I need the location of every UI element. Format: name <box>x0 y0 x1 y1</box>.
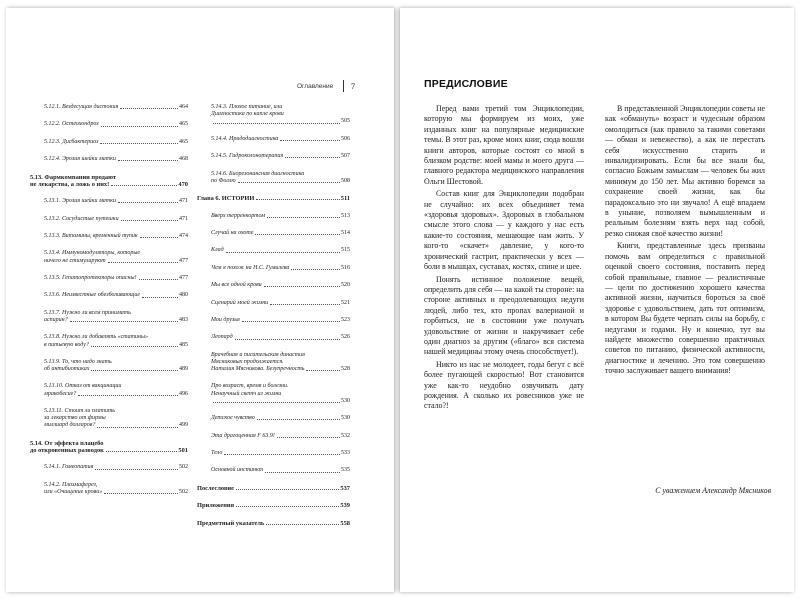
toc-page-number: 477 <box>179 274 188 281</box>
toc-page-number: 532 <box>341 432 350 439</box>
toc-leader-dots <box>255 234 340 235</box>
toc-entry-title: 5.12.2. Остеохондроз <box>44 121 99 128</box>
toc-leader-dots <box>120 108 178 109</box>
toc-entry <box>197 171 350 185</box>
toc-entry-line: 5.14.6. Биорезонансная диагностика <box>211 170 305 177</box>
toc-entry <box>30 292 188 299</box>
toc-entry-line: за лекарство от фирмы <box>44 415 106 422</box>
toc-entry <box>30 233 188 240</box>
toc-leader-dots <box>242 321 340 322</box>
page-number: 7 <box>351 82 355 91</box>
preface-paragraph: Состав книг для Энциклопедии подобран не случайно: их всех объединяет тема «здоровья здоровых». Здоровых в глобальном смысле этого слова — у каждого у нас есть какие-то состояния, мешающие нам жить. У кого-то «скачет» давление, у кого-то хронический гастрит, практически у всех — боли в мышцах, суставах, костях, спине и шее. <box>424 189 584 272</box>
toc-leader-dots <box>256 199 339 200</box>
toc-entry <box>30 174 188 188</box>
toc-entry-line: 5.13. Фармкомпании продают <box>30 173 117 181</box>
toc-entry-line: Врачебная и писательская династия <box>211 351 305 358</box>
toc-entry-title: Эта драгоценная F 63.9! <box>211 432 275 439</box>
toc-entry-title: 5.12.4. Эрозия шейки матки <box>44 156 116 163</box>
toc-page-number: 507 <box>341 153 350 160</box>
toc-entry-title: Глава 6. ИСТОРИИ <box>197 195 255 203</box>
toc-entry <box>197 300 350 307</box>
toc-page-number: 521 <box>341 299 350 306</box>
toc-entry <box>197 520 350 527</box>
toc-leader-dots <box>106 451 178 452</box>
toc-leader-dots <box>280 140 340 141</box>
toc-entry-title: ничего не стимулируют <box>44 257 106 264</box>
toc-entry <box>197 334 350 341</box>
toc-entry-title: мракобесие? <box>44 390 77 397</box>
toc-entry-title: 5.13.6. Неизвестные обезболивающие <box>44 292 140 299</box>
toc-entry <box>30 275 188 282</box>
toc-leader-dots <box>91 370 178 371</box>
toc-page-number: 501 <box>178 447 188 455</box>
toc-entry-line: Про возраст, время и болезни. <box>211 383 289 390</box>
toc-entry-title: Наталия Мясникова. Безупречность <box>211 366 305 373</box>
toc-page-number: 480 <box>179 292 188 299</box>
toc-entry <box>30 383 188 397</box>
toc-page-number: 465 <box>179 121 188 128</box>
toc-entry <box>197 265 350 272</box>
toc-page-number: 520 <box>341 282 350 289</box>
toc-entry <box>197 502 350 509</box>
toc-page-number: 470 <box>178 180 188 188</box>
preface-column-right <box>605 104 765 377</box>
toc-entry <box>30 464 188 471</box>
toc-entry <box>197 247 350 254</box>
toc-leader-dots <box>235 339 340 340</box>
toc-entry-title: Мы все одной крови <box>211 282 262 289</box>
toc-leader-dots <box>224 454 340 455</box>
toc-entry-title: 5.13.2. Сосудистые путешки <box>44 215 119 222</box>
toc-page-number: 508 <box>341 177 350 184</box>
toc-page-number: 485 <box>179 341 188 348</box>
toc-entry <box>197 383 350 405</box>
toc-entry <box>30 121 188 128</box>
toc-entry <box>197 415 350 422</box>
toc-leader-dots <box>111 185 177 186</box>
preface-paragraph: Никто из нас не молодеет, годы бегут с всё более пугающей скоростью! Вот становится уже как-то неудобно озвучивать дату рождения. А сколько их ровесников уже не стало?! <box>424 359 584 411</box>
toc-leader-dots <box>100 143 178 144</box>
toc-page-number: 471 <box>179 198 188 205</box>
toc-page-number: 506 <box>341 135 350 142</box>
toc-page-number: 530 <box>341 415 350 422</box>
toc-entry-title: об антибиотиках <box>44 366 90 373</box>
toc-entry-title: Послесловие <box>197 484 234 492</box>
toc-page-number: 533 <box>341 450 350 457</box>
toc-entry <box>197 104 350 126</box>
preface-column-left <box>424 104 584 412</box>
toc-entry <box>30 216 188 223</box>
toc-page-number: 471 <box>179 215 188 222</box>
toc-leader-dots <box>266 524 339 525</box>
toc-entry-title: 5.13.1. Эрозия шейки матки <box>44 198 116 205</box>
toc-column-left <box>30 104 188 506</box>
toc-leader-dots <box>95 469 178 470</box>
toc-entry-title: по Фоллю <box>211 177 236 184</box>
toc-leader-dots <box>226 252 340 253</box>
toc-entry-title: Основной инстинкт <box>211 467 264 474</box>
toc-entry-line: Мясниковых продолжается. <box>211 358 284 365</box>
toc-page-number: 526 <box>341 334 350 341</box>
toc-page-number: 514 <box>341 229 350 236</box>
toc-leader-dots <box>213 123 340 124</box>
running-head: Оглавление <box>297 83 334 90</box>
toc-entry-title: Случай на охоте <box>211 229 254 236</box>
toc-page-number: 558 <box>340 519 350 527</box>
toc-leader-dots <box>142 297 178 298</box>
toc-entry <box>197 153 350 160</box>
toc-leader-dots <box>118 202 178 203</box>
toc-entry <box>197 467 350 474</box>
toc-entry-title: в питьевую воду? <box>44 341 89 348</box>
toc-entry <box>197 282 350 289</box>
toc-page-number: 530 <box>341 397 350 404</box>
toc-page-number: 539 <box>340 502 350 510</box>
toc-page-number: 468 <box>179 156 188 163</box>
preface-paragraph: Перед вами третий том Энциклопедии, которую мы формируем из моих, уже изданных книг на популярные медицинские темы. В этот раз, кроме моих книг, сюда вошли книги авторов, которые состоят со мной в близком родстве: моей мамы и моего друга — главного редактора медицинского направления Ольги Шестовой. <box>424 104 584 186</box>
toc-leader-dots <box>270 304 340 305</box>
toc-entry-title: Чем я похож на Н.С. Гумилева <box>211 264 290 271</box>
toc-leader-dots <box>257 419 340 420</box>
toc-entry-title: не лекарства, а ложь о них! <box>30 180 110 188</box>
toc-leader-dots <box>108 262 178 263</box>
toc-page-number: 523 <box>341 316 350 323</box>
toc-page-number: 516 <box>341 264 350 271</box>
toc-entry-title: 5.13.3. Витамины, временный тупик <box>44 232 138 239</box>
toc-entry-title: 5.14.1. Гомеопатия <box>44 464 94 471</box>
toc-entry-line: 5.13.11. Стоит ли платить <box>44 408 116 415</box>
toc-leader-dots <box>267 217 340 218</box>
toc-entry <box>30 408 188 430</box>
toc-entry-title: до откровенных разводок <box>30 447 104 455</box>
toc-page-number: 535 <box>341 467 350 474</box>
toc-entry-line: 5.14.2. Плазмаферез, <box>44 481 98 488</box>
toc-entry-line: 5.14.3. Плохое питание, или <box>211 104 283 110</box>
toc-leader-dots <box>70 321 178 322</box>
preface-paragraph: Книги, представленные здесь призваны помочь вам определиться с правильной оценкой своего состояния, поставить перед собой правильные, главное — реалистичные — цели по достижению хорошего качества активной жизни, научиться бороться за своё здоровье с удовольствием, дать тот оптимизм, в котором Вы будете черпать силы на борьбу, с недугами и годами. Ну и конечно, тут вы найдете множество совершенно практичных советов по питанию, физической активности, диагностике и лечению. Это том совершенно точно заслуживает вашего внимания! <box>605 241 765 376</box>
toc-entry <box>30 104 188 111</box>
toc-leader-dots <box>104 493 178 494</box>
toc-leader-dots <box>78 395 178 396</box>
toc-entry-title: аспирин? <box>44 316 68 323</box>
toc-leader-dots <box>277 437 340 438</box>
header-rule <box>343 80 344 92</box>
toc-entry <box>197 213 350 220</box>
preface-title: ПРЕДИСЛОВИЕ <box>424 78 508 90</box>
toc-page-number: 537 <box>340 484 350 492</box>
toc-page-number: 505 <box>341 118 350 125</box>
toc-page-number: 496 <box>179 390 188 397</box>
toc-leader-dots <box>101 126 178 127</box>
toc-page-number: 511 <box>340 195 350 203</box>
toc-page-number: 483 <box>179 316 188 323</box>
toc-entry <box>197 450 350 457</box>
toc-page-number: 502 <box>179 464 188 471</box>
toc-leader-dots <box>97 427 178 428</box>
toc-page-number: 474 <box>179 232 188 239</box>
toc-leader-dots <box>118 160 178 161</box>
toc-entry-title: 5.14.4. Иридодиагностика <box>211 135 279 142</box>
toc-entry-title: Приложения <box>197 502 235 510</box>
toc-entry-title: Сценарий моей жизни <box>211 299 269 306</box>
toc-entry <box>30 198 188 205</box>
toc-entry-title: 5.12.3. Дисбактериоз <box>44 138 99 145</box>
toc-entry <box>30 250 188 264</box>
toc-leader-dots <box>139 279 178 280</box>
toc-leader-dots <box>306 370 340 371</box>
toc-leader-dots <box>238 182 340 183</box>
toc-page-number: 499 <box>179 422 188 429</box>
toc-leader-dots <box>285 157 340 158</box>
toc-entry <box>30 334 188 348</box>
toc-entry-line: 5.13.4. Иммуномодуляторы, которые <box>44 250 141 257</box>
toc-entry-title: 5.12.1. Вездесущая дистония <box>44 104 119 110</box>
toc-entry-line: Диагностика по капле крови <box>211 111 284 118</box>
toc-column-right <box>197 104 350 537</box>
toc-page-number: 464 <box>179 104 188 110</box>
toc-leader-dots <box>291 269 340 270</box>
toc-entry <box>30 482 188 496</box>
preface-paragraph: В представленной Энциклопедии советы не как «обмануть» возраст и чудесным образом омолодиться (как правило за такими советами — обман и невежество), а как не перестать себя искусственно старить и инвалидизировать. Если бы все знали бы, согласно Божьим замыслам — человек бы жил минимум до 150 лет. Мы активно боремся за сохранение своей жизни, как бы парадоксально это ни звучало! А ещё впадаем в уныние, позволяем вымышленным и реальным болезням взять верх над собой, резко снижая своё качество жизни! <box>605 104 765 238</box>
toc-entry-title: Вверх терренкортом <box>211 212 266 219</box>
toc-page-number: 477 <box>179 257 188 264</box>
toc-entry <box>30 156 188 163</box>
toc-page-number: 513 <box>341 212 350 219</box>
toc-leader-dots <box>236 489 339 490</box>
toc-entry-title: Мои друзья <box>211 316 240 323</box>
toc-entry <box>197 230 350 237</box>
toc-entry-line: 5.14. От эффекта плацебо <box>30 439 104 447</box>
toc-page-number: 502 <box>179 489 188 496</box>
toc-entry <box>30 310 188 324</box>
preface-paragraph: Понять истинное положение вещей, определить для себя — на какой ты стороне: на стороне активных и преодолевающих недуги людей, либо тех, кто пропах валерианой и горбиться, не в состоянии уже получать удовольствие от жизни и накручивает себе один диагноз за другим («благо» вся система нашей медицины этому очень способствует!). <box>424 274 584 357</box>
toc-leader-dots <box>121 220 178 221</box>
toc-entry <box>197 433 350 440</box>
toc-entry-line: 5.13.10. Отказ от вакцинации <box>44 383 122 390</box>
toc-entry-title: Детское чувство <box>211 415 255 422</box>
toc-entry-line: 5.13.9. То, что надо знать <box>44 358 112 365</box>
toc-page-number: 515 <box>341 247 350 254</box>
toc-entry-title: Предметный указатель <box>197 519 265 527</box>
toc-entry-title: или «Очищение крови» <box>44 489 103 496</box>
toc-entry <box>197 485 350 492</box>
toc-entry <box>197 317 350 324</box>
toc-leader-dots <box>264 286 340 287</box>
toc-page-number: 465 <box>179 138 188 145</box>
toc-entry <box>197 136 350 143</box>
toc-leader-dots <box>236 506 339 507</box>
toc-leader-dots <box>91 346 178 347</box>
toc-leader-dots <box>213 402 340 403</box>
toc-entry-line: 5.13.7. Нужно ли всем принимать <box>44 309 131 316</box>
toc-entry-title: 5.14.5. Гидроколонотерапия <box>211 153 284 160</box>
toc-entry-line: Ненаучный скетч из жизни <box>211 390 282 397</box>
toc-leader-dots <box>140 237 178 238</box>
toc-entry <box>30 139 188 146</box>
toc-entry <box>30 359 188 373</box>
toc-entry <box>30 440 188 454</box>
toc-leader-dots <box>265 472 340 473</box>
toc-entry-title: 5.13.5. Гепатопротекторы опасны! <box>44 274 137 281</box>
toc-entry-title: Леопард <box>211 334 233 341</box>
toc-entry <box>197 352 350 374</box>
toc-entry-title: Тело <box>211 450 223 457</box>
toc-entry-title: миллиард долларов? <box>44 422 96 429</box>
toc-entry-title: Клад <box>211 247 224 254</box>
signature: С уважением Александр Мясников <box>655 486 771 495</box>
toc-page-number: 528 <box>341 366 350 373</box>
toc-entry <box>197 195 350 202</box>
toc-page-number: 489 <box>179 366 188 373</box>
toc-entry-line: 5.13.8. Нужно ли добавлять «статины» <box>44 334 149 341</box>
